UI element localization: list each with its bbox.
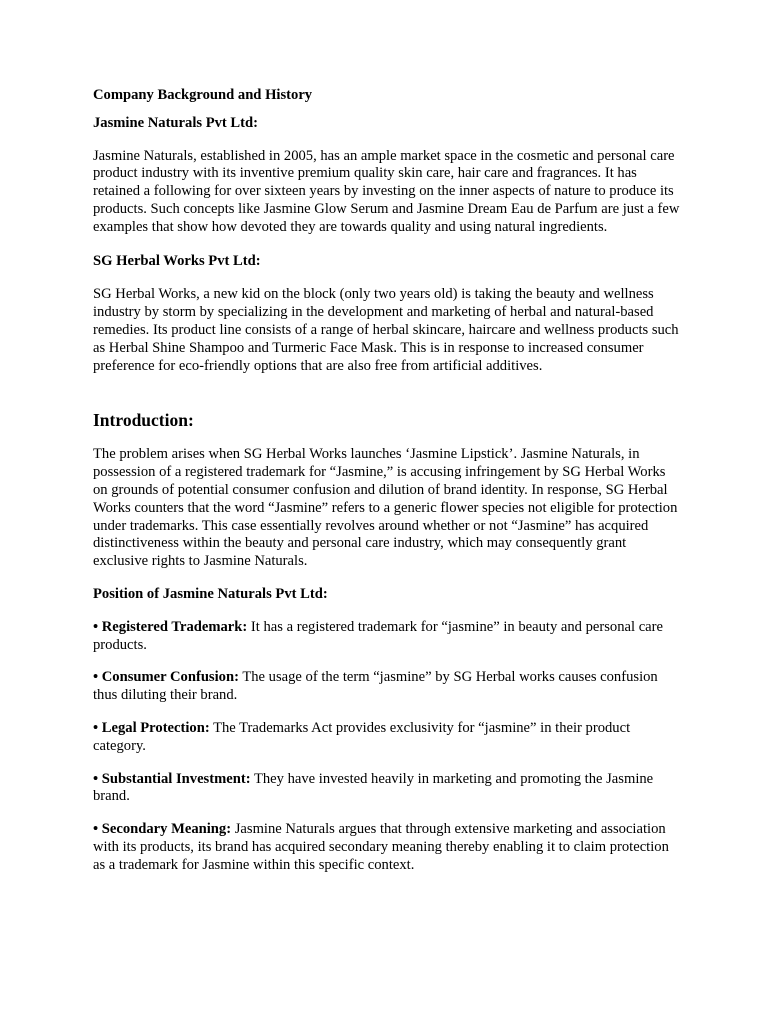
bullet-text: The Trademarks Act provides exclusivity for “jasmine” in their product category. — [93, 719, 631, 754]
bullet-label: • Secondary Meaning: — [93, 821, 232, 838]
bullet-text: It has a registered trademark for “jasmine” in beauty and personal care products. — [93, 618, 663, 653]
jasmine-naturals-paragraph: Jasmine Naturals, established in 2005, has an ample market space in the cosmetic and personal care product industry with its inventive premium quality skin care, hair care and fragrances. It has retained a following for over sixteen years by investing on the inner aspects of nature to produce its products. Such concepts like Jasmine Glow Serum and Jasmine Dream Eau de Parfum are just a few examples that show how devoted they are towards quality and using natural ingredients. — [93, 147, 680, 235]
bullet-substantial-investment — [93, 771, 683, 807]
bullet-legal-protection — [93, 720, 683, 756]
bullet-text: The usage of the term “jasmine” by SG Herbal works causes confusion thus diluting their brand. — [93, 669, 658, 704]
bullet-secondary-meaning — [93, 821, 683, 874]
bullet-label: • Substantial Investment: — [93, 770, 251, 787]
bullet-label: • Legal Protection: — [93, 719, 210, 736]
bullet-registered-trademark — [93, 619, 683, 655]
sg-herbal-works-heading: SG Herbal Works Pvt Ltd: — [93, 252, 261, 269]
jasmine-naturals-heading: Jasmine Naturals Pvt Ltd: — [93, 114, 258, 131]
bullet-label: • Registered Trademark: — [93, 618, 248, 635]
bullet-text: They have invested heavily in marketing and promoting the Jasmine brand. — [93, 770, 654, 805]
company-background-heading: Company Background and History — [93, 87, 313, 103]
position-heading: Position of Jasmine Naturals Pvt Ltd: — [93, 585, 328, 602]
document-page — [93, 86, 683, 875]
introduction-heading: Introduction: — [93, 410, 194, 431]
bullet-label: • Consumer Confusion: — [93, 669, 239, 686]
bullet-text: Jasmine Naturals argues that through extensive marketing and association with its products, its brand has acquired secondary meaning thereby enabling it to claim protection as a trademark for Jasmine within this specific context. — [93, 821, 669, 873]
introduction-paragraph: The problem arises when SG Herbal Works launches ‘Jasmine Lipstick’. Jasmine Naturals, in possession of a registered trademark for “Jasmine,” is accusing infringement by SG Herbal Works on grounds of potential consumer confusion and dilution of brand identity. In response, SG Herbal Works counters that the word “Jasmine” refers to a generic flower species not eligible for protection under trademarks. This case essentially revolves around whether or not “Jasmine” has acquired distinctiveness within the beauty and personal care industry, which may consequently grant exclusive rights to Jasmine Naturals. — [93, 446, 678, 570]
bullet-consumer-confusion — [93, 669, 683, 705]
sg-herbal-works-paragraph: SG Herbal Works, a new kid on the block (only two years old) is taking the beauty and wellness industry by storm by specializing in the development and marketing of herbal and natural-based remedies. Its product line consists of a range of herbal skincare, haircare and wellness products such as Herbal Shine Shampoo and Turmeric Face Mask. This is in response to increased consumer preference for eco-friendly options that are also free from artificial additives. — [93, 286, 679, 374]
